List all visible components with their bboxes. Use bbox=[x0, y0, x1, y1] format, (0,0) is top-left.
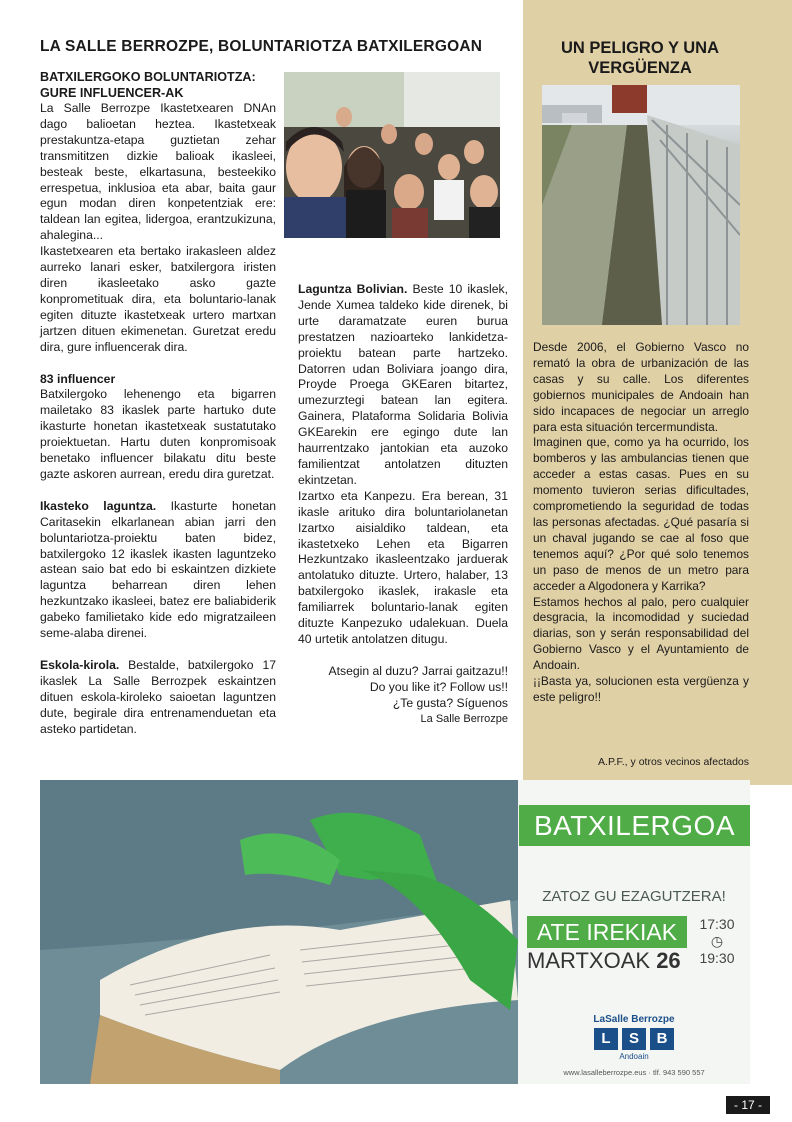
signoff-spanish: ¿Te gusta? Síguenos bbox=[392, 695, 508, 710]
main-headline: LA SALLE BERROZPE, BOLUNTARIOTZA BATXILERGOAN bbox=[40, 38, 483, 55]
students-group-photo bbox=[284, 72, 500, 238]
logo-letter-l: L bbox=[594, 1028, 618, 1050]
school-logo-town: Andoain bbox=[619, 1052, 649, 1061]
sidebar-paragraph: ¡¡Basta ya, solucionen esta vergüenza y este peligro!! bbox=[533, 674, 749, 704]
article-paragraph: Laguntza Bolivian. Beste 10 ikaslek, Jende Xumea taldeko kide direnek, bi urte daramatzate euren burua prestatzen nazioarteko lankidetza-proiektu batean parte hartzeko. Datorren udan Boliviara joango dira, Proyde Proega GKEaren bitartez, umezurztegi batean lan egitera. Gainera, Plataforma Solidaria Bolivia GKEarekin ere egingo dute lan haurrentzako jantokian eta auzoko familientzat antolatzen dituzten ekintzetan. bbox=[298, 282, 508, 487]
ad-time-end: 19:30 bbox=[699, 950, 735, 966]
ad-times bbox=[691, 916, 743, 966]
ad-title: BATXILERGOA bbox=[519, 805, 750, 846]
article-paragraph: Ikasteko laguntza. Ikasturte honetan Caritasekin elkarlanean abian jarri den boluntariotza-proiektu baten bidez, batxilergoko 12 ikaslek ikasten laguntzeko astean saio bat edo bi eskaintzen dizkiete laguntza beharrean diren lehen hezkuntzako ikasleei, batez ere baliabiderik gabeko familietako kide edo migratzaileen seme-alaba direnei. bbox=[40, 498, 276, 641]
logo-letter-s: S bbox=[622, 1028, 646, 1050]
ad-time-start: 17:30 bbox=[699, 916, 735, 932]
article-paragraph: Batxilergoko lehenengo eta bigarren mailetako 83 ikaslek parte hartuko dute ikasturte honetan ikastetxeak sustatutako proiektuetan. Hartu duten konpromisoak benetako influencer bilakatu ditu beste gazte askoren aurrean, eredu dira guretzat. bbox=[40, 387, 276, 481]
article-paragraph: La Salle Berrozpe Ikastetxearen DNAn dago balioetan heztea. Ikastetxeak prestakuntza-etapa guztietan zehar transmititzen dizkie balioak ikasleei, besteak beste, elkartasuna, besteekiko errespetua, inklusioa eta abar, baita gaur egun modan diren konpetentziak ere: taldean lan egitea, lidergoa, erantzukizuna, ahalegina... bbox=[40, 101, 276, 243]
section-heading-school-sports: Eskola-kirola. bbox=[40, 658, 120, 672]
sidebar-paragraph: Desde 2006, el Gobierno Vasco no remató la obra de urbanización de las casas y su calle. Los diferentes gobiernos municipales de Andoain han sido incapaces de negociar un arreglo para esta situación tercermundista. bbox=[533, 340, 749, 434]
ad-invite-text: ZATOZ GU EZAGUTZERA! bbox=[542, 888, 726, 905]
article-column-2 bbox=[298, 282, 508, 727]
section-heading-bolivia: Laguntza Bolivian. bbox=[298, 282, 408, 296]
article-paragraph: Eskola-kirola. Bestalde, batxilergoko 17 ikaslek La Salle Berrozpek eskaintzen dituen eskola-kiroleko saioetan laguntzen dute, begirale dira entrenamenduetan eta asteko partidetan. bbox=[40, 658, 276, 736]
signoff-english: Do you like it? Follow us!! bbox=[369, 679, 508, 694]
page-number: - 17 - bbox=[726, 1096, 770, 1114]
ad-date bbox=[527, 948, 687, 974]
ad-date-day: 26 bbox=[656, 948, 681, 973]
street-ditch-photo bbox=[542, 85, 740, 325]
sidebar-credit: A.P.F., y otros vecinos afectados bbox=[598, 756, 749, 768]
section-heading-study-help: Ikasteko laguntza. bbox=[40, 498, 157, 513]
ad-overlay bbox=[40, 780, 750, 1084]
article-column-1 bbox=[40, 70, 276, 738]
article-paragraph: Ikastetxearen eta bertako irakasleen aldez aurreko lanari esker, batxilergora iristen diren ikasleetako asko gazte konprometituak dira, eta boluntario-lanak egiten dituzte ikastetxeak urtero martxan jartzen dituen ekimenetan. Guretzat eredu dira, gure influencerak dira. bbox=[40, 244, 276, 354]
logo-letter-b: B bbox=[650, 1028, 674, 1050]
sidebar-paragraph: Estamos hechos al palo, pero cualquier desgracia, la incomodidad y suciedad diarias, son y serán responsabilidad del Gobierno Vasco y el Ayuntamiento de Andoain. bbox=[533, 594, 749, 673]
ad-open-days: ATE IREKIAK bbox=[527, 916, 687, 948]
ad-contact: www.lasalleberrozpe.eus · tlf. 943 590 557 bbox=[563, 1068, 705, 1077]
school-logo-name: LaSalle Berrozpe bbox=[593, 1014, 675, 1025]
section-heading-influencer: 83 influencer bbox=[40, 371, 116, 386]
ad-date-month: MARTXOAK bbox=[527, 948, 651, 973]
sidebar-paragraph: Imaginen que, como ya ha ocurrido, los bomberos y las ambulancias tienen que acceder a estas casas. Pues en su momento tuvieron serias dificultades, comprometiendo la seguridad de todas las personas afectadas. ¿Qué pasaría si un chaval jugando se cae al foso que tenemos aquí? ¿Por qué solo tenemos un paso de menos de un metro para acceder a Algodonera y Karrika? bbox=[533, 435, 749, 593]
article-credit: La Salle Berrozpe bbox=[420, 712, 508, 725]
sidebar-body bbox=[533, 340, 749, 706]
signoff-basque: Atsegin al duzu? Jarrai gaitzazu!! bbox=[328, 663, 508, 678]
street-photo-illustration bbox=[542, 85, 740, 325]
article-subheadline: BATXILERGOKO BOLUNTARIOTZA: GURE INFLUENCER-AK bbox=[40, 70, 256, 100]
sidebar-headline: UN PELIGRO Y UNA VERGÜENZA bbox=[561, 39, 719, 77]
clock-icon: ◷ bbox=[710, 933, 724, 949]
school-logo bbox=[594, 1028, 674, 1050]
students-photo-illustration bbox=[284, 72, 500, 238]
article-paragraph: Izartxo eta Kanpezu. Era berean, 31 ikasle arituko dira boluntariolanetan Izartxo aisialdiko taldean, eta ikastetxeko Lehen eta Bigarren Hezkuntzako ikasleentzako jarduerak antolatuko dituzte. Urtero, halaber, 13 batxilergoko ikaslek, irakasle eta familiarrek boluntario-lanak egiten dituzte Kanpezuko udalekuan. Duela 40 urtetik antolatzen ditugu. bbox=[298, 488, 508, 646]
